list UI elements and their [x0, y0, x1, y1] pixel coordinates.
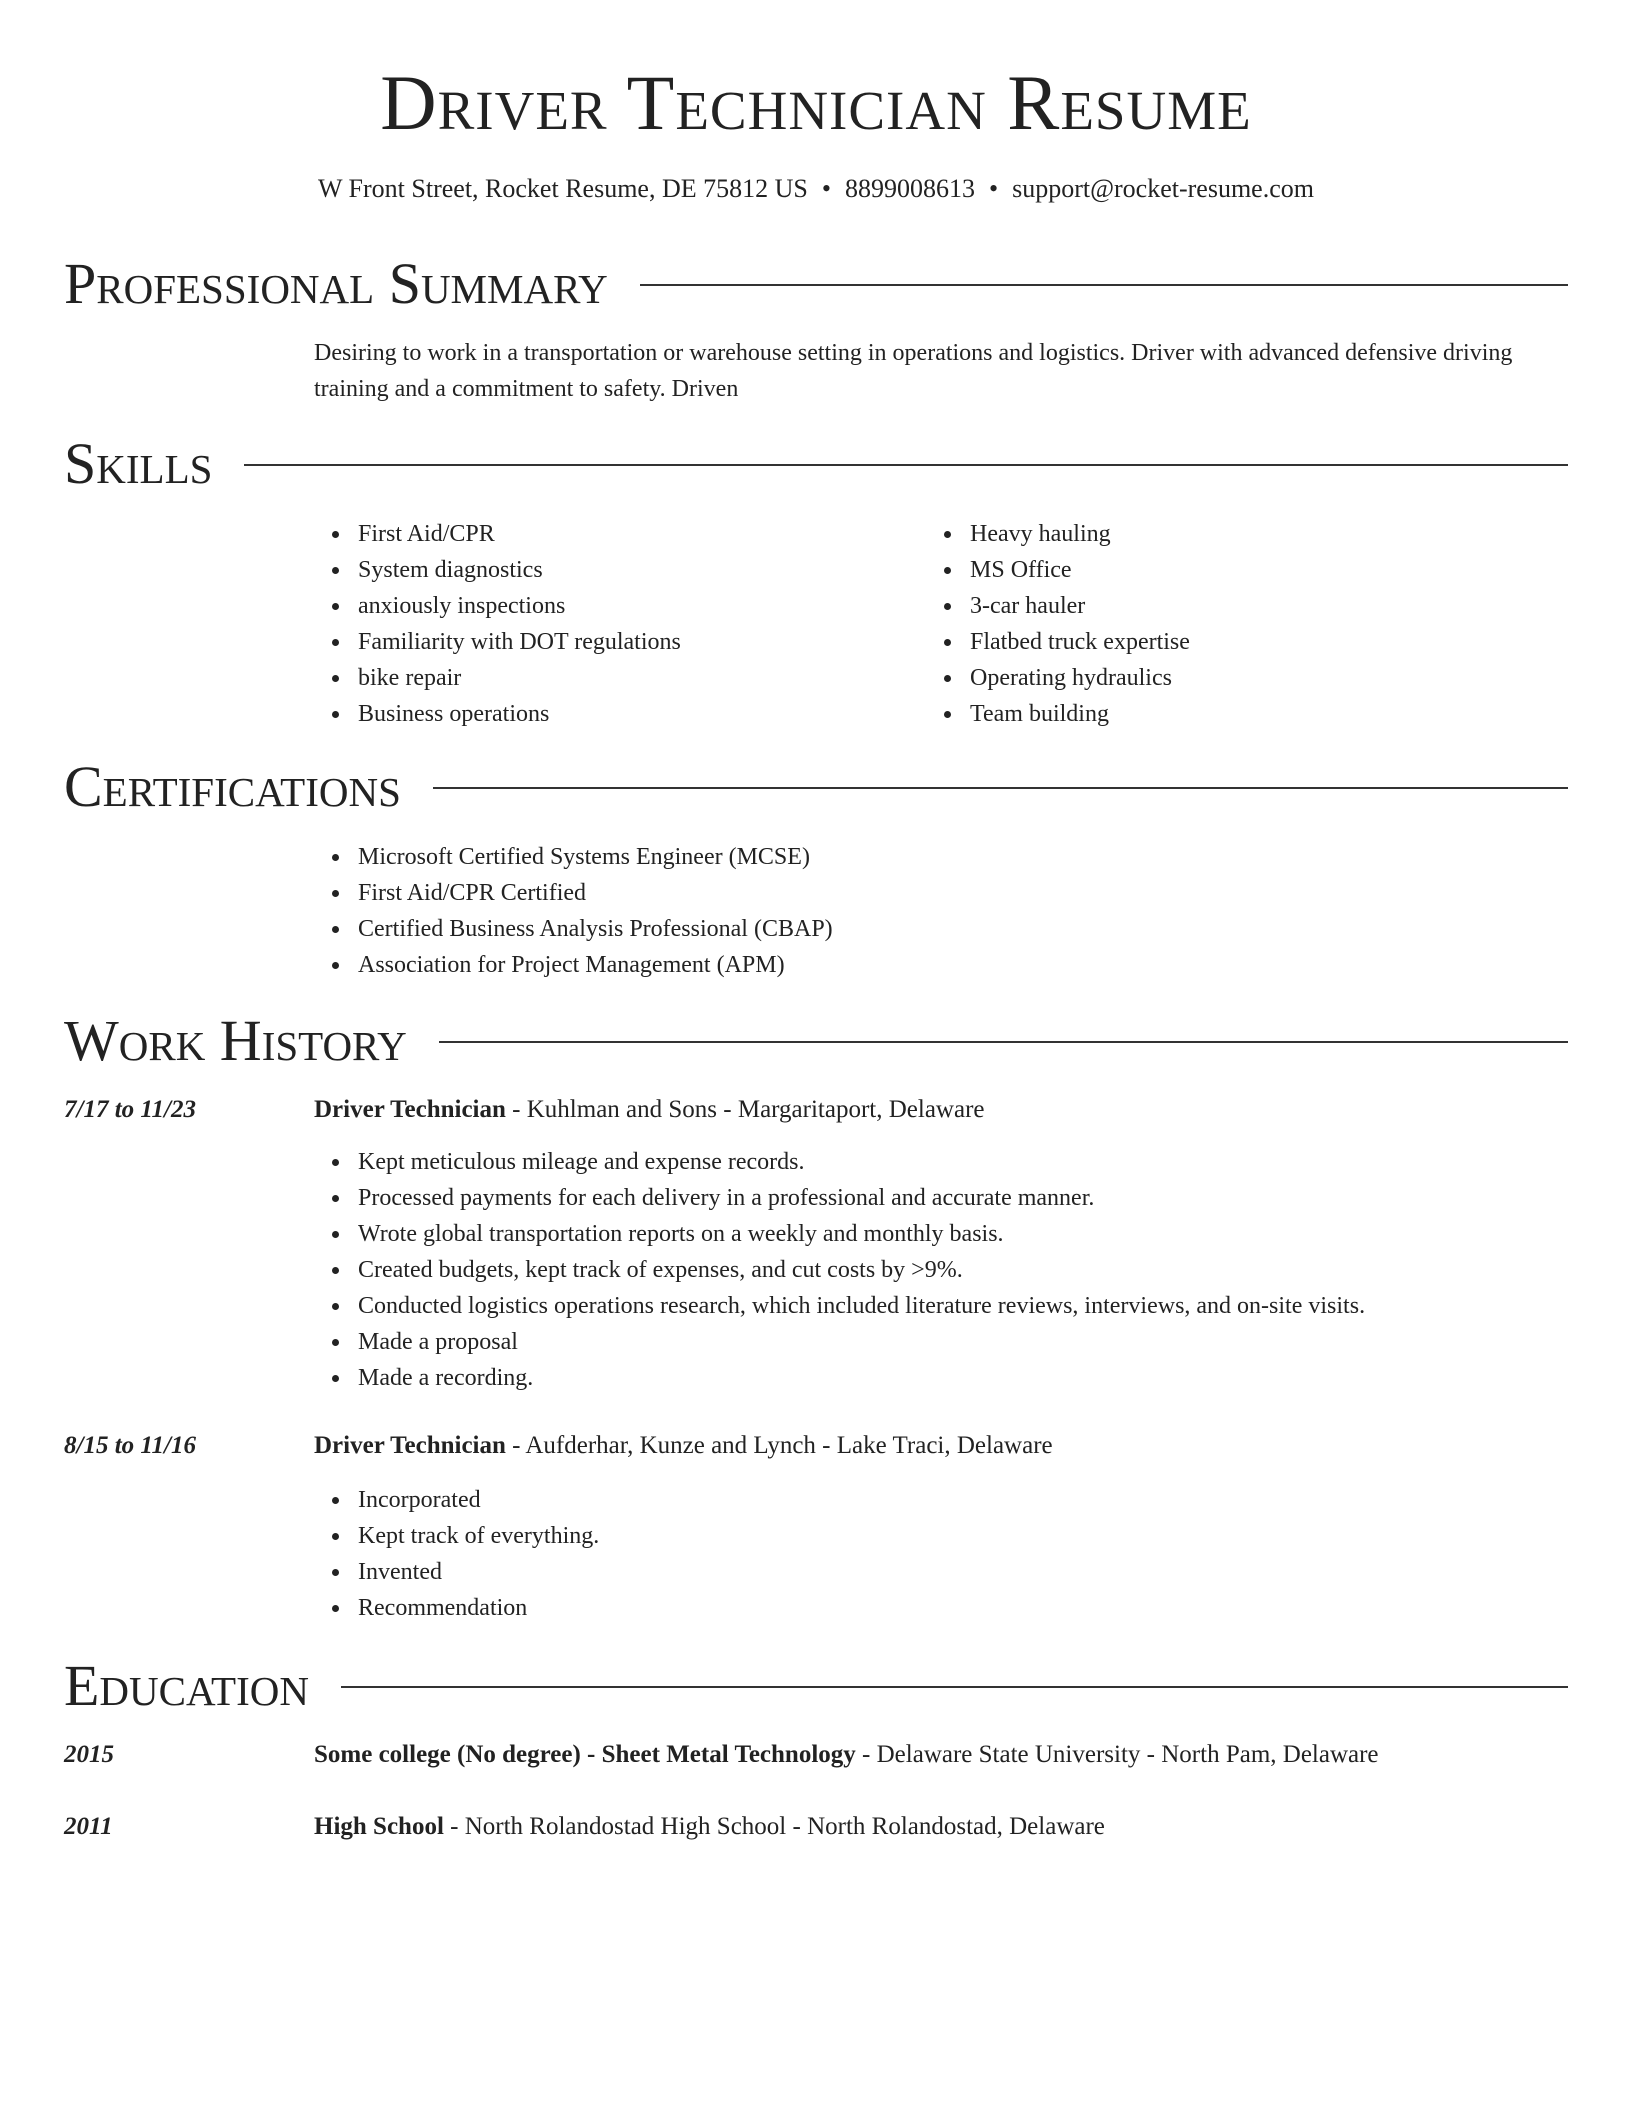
education-degree: High School [314, 1813, 444, 1840]
education-year: 2011 [64, 1813, 113, 1840]
job-bullet: Conducted logistics operations research, which included literature reviews, interviews, and on-site visits. [314, 1288, 1365, 1324]
job-bullet: Wrote global transportation reports on a weekly and monthly basis. [314, 1216, 1365, 1252]
skills-list-right [926, 516, 1190, 732]
certifications-heading: Certifications [64, 754, 401, 819]
contact-email: support@rocket-resume.com [1012, 174, 1314, 203]
education-entry [314, 1809, 1570, 1845]
education-entry [314, 1737, 1570, 1773]
certification-item: Certified Business Analysis Professional (CBAP) [314, 911, 833, 947]
work-section-header [64, 1009, 1568, 1073]
job-bullet: Made a recording. [314, 1360, 1365, 1396]
skills-list-left [314, 516, 681, 732]
section-divider [439, 1041, 1568, 1043]
job-bullet: Kept meticulous mileage and expense records. [314, 1144, 1365, 1180]
job-dates: 8/15 to 11/16 [64, 1432, 196, 1459]
summary-text: Desiring to work in a transportation or warehouse setting in operations and logistics. Driver with advanced defensive driving training and a commitment to safety. Driven [314, 340, 1513, 402]
skills-section-header [64, 432, 1568, 496]
skills-heading: Skills [64, 431, 213, 496]
skill-item: Flatbed truck expertise [926, 624, 1190, 660]
resume-name: Driver Technician Resume [380, 59, 1252, 146]
job-bullet: Invented [314, 1554, 599, 1590]
work-heading: Work History [64, 1008, 407, 1073]
certification-item: First Aid/CPR Certified [314, 875, 833, 911]
contact-separator: • [988, 174, 999, 203]
contact-separator: • [821, 174, 831, 203]
skill-item: Familiarity with DOT regulations [314, 624, 681, 660]
job-bullet: Kept track of everything. [314, 1518, 599, 1554]
job-title: Driver Technician [314, 1432, 506, 1459]
skill-item: MS Office [926, 552, 1190, 588]
skill-item: Heavy hauling [926, 516, 1190, 552]
job-bullet: Recommendation [314, 1590, 599, 1626]
summary-section-header [64, 252, 1568, 316]
certification-item: Microsoft Certified Systems Engineer (MCSE) [314, 839, 833, 875]
section-divider [640, 284, 1568, 286]
education-year: 2015 [64, 1741, 114, 1768]
education-section-header [64, 1654, 1568, 1718]
skill-item: Business operations [314, 696, 681, 732]
section-divider [244, 464, 1568, 466]
education-degree: Some college (No degree) - Sheet Metal Technology [314, 1741, 856, 1768]
certifications-section-header [64, 755, 1568, 819]
education-details: - North Rolandostad High School - North Rolandostad, Delaware [443, 1813, 1105, 1840]
contact-address: W Front Street, Rocket Resume, DE 75812 US [317, 174, 808, 203]
skill-item: 3-car hauler [926, 588, 1190, 624]
job-title: Driver Technician [314, 1096, 506, 1123]
section-divider [433, 787, 1568, 789]
job-bullet: Processed payments for each delivery in a professional and accurate manner. [314, 1180, 1365, 1216]
education-details: - Delaware State University - North Pam, Delaware [855, 1741, 1379, 1768]
job-details: - Aufderhar, Kunze and Lynch - Lake Traci, Delaware [505, 1432, 1053, 1459]
skill-item: Team building [926, 696, 1190, 732]
skill-item: Operating hydraulics [926, 660, 1190, 696]
job-bullet: Incorporated [314, 1482, 599, 1518]
section-divider [341, 1686, 1568, 1688]
job-title-line [314, 1092, 1570, 1128]
contact-line [0, 172, 1632, 206]
job-bullets [314, 1482, 599, 1626]
skill-item: anxiously inspections [314, 588, 681, 624]
job-title-line [314, 1428, 1570, 1464]
job-bullet: Made a proposal [314, 1324, 1365, 1360]
job-bullets [314, 1144, 1365, 1396]
skill-item: bike repair [314, 660, 681, 696]
certifications-list [314, 839, 833, 983]
skill-item: First Aid/CPR [314, 516, 681, 552]
summary-heading: Professional Summary [64, 251, 608, 316]
certification-item: Association for Project Management (APM) [314, 947, 833, 983]
job-dates: 7/17 to 11/23 [64, 1096, 196, 1123]
job-bullet: Created budgets, kept track of expenses, and cut costs by >9%. [314, 1252, 1365, 1288]
skill-item: System diagnostics [314, 552, 681, 588]
education-heading: Education [64, 1653, 309, 1718]
job-details: - Kuhlman and Sons - Margaritaport, Delaware [505, 1096, 985, 1123]
contact-phone: 8899008613 [844, 174, 975, 203]
